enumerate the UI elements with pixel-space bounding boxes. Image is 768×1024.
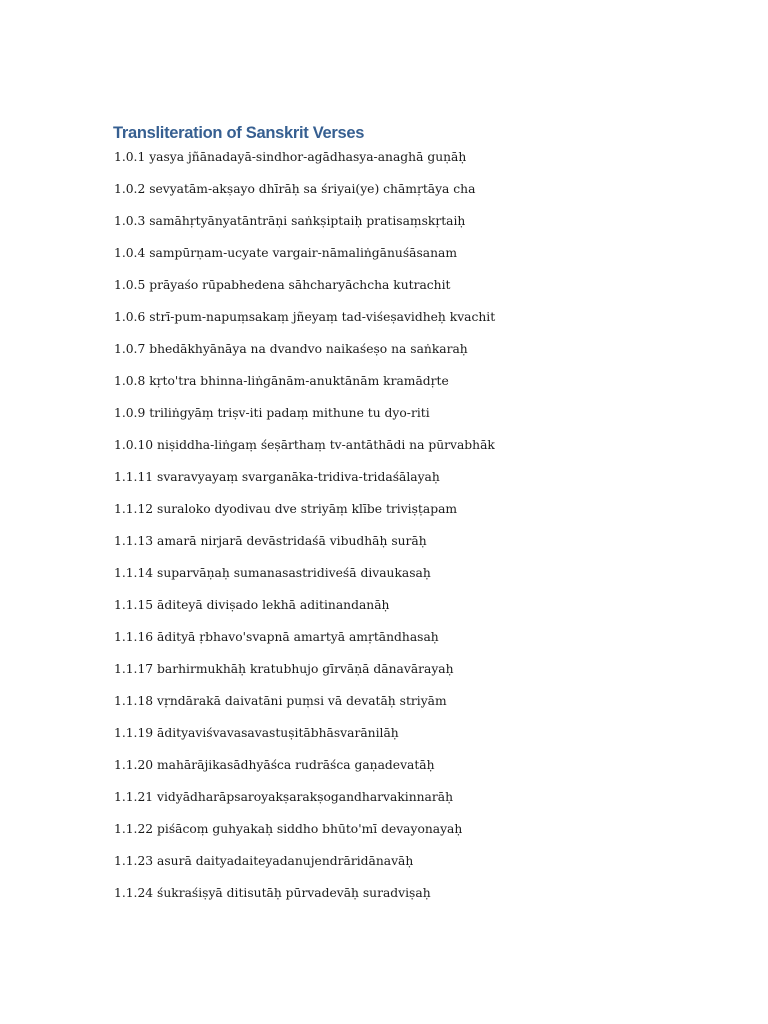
- verse-line: 1.1.17 barhirmukhāḥ kratubhujo gīrvāṇā dānavārayaḥ: [114, 662, 454, 676]
- verse-line: 1.0.3 samāhṛtyānyatāntrāṇi saṅkṣiptaiḥ pratisaṃskṛtaiḥ: [114, 214, 466, 228]
- verse-line: 1.1.13 amarā nirjarā devāstridaśā vibudhāḥ surāḥ: [114, 534, 427, 548]
- verse-line: 1.0.1 yasya jñānadayā-sindhor-agādhasya-anaghā guṇāḥ: [114, 150, 467, 164]
- verse-line: 1.1.21 vidyādharāpsaroyakṣarakṣogandharvakinnarāḥ: [114, 790, 454, 804]
- verse-line: 1.0.4 sampūrṇam-ucyate vargair-nāmaliṅgānuśāsanam: [114, 246, 458, 260]
- verse-line: 1.1.12 suraloko dyodivau dve striyāṃ klībe triviṣṭapam: [114, 502, 458, 516]
- verse-line: 1.0.7 bhedākhyānāya na dvandvo naikaśeṣo na saṅkaraḥ: [114, 342, 468, 356]
- verse-line: 1.1.15 āditeyā diviṣado lekhā aditinandanāḥ: [114, 598, 390, 612]
- verse-line: 1.0.2 sevyatām-akṣayo dhīrāḥ sa śriyai(ye) chāmṛtāya cha: [114, 182, 476, 196]
- verse-line: 1.0.6 strī-pum-napuṃsakaṃ jñeyaṃ tad-viśeṣavidheḥ kvachit: [114, 310, 496, 324]
- verse-line: 1.0.5 prāyaśo rūpabhedena sāhcharyāchcha kutrachit: [114, 278, 451, 292]
- verse-line: 1.1.19 ādityaviśvavasavastuṣitābhāsvarānilāḥ: [114, 726, 399, 740]
- verse-line: 1.1.23 asurā daityadaiteyadanujendrāridānavāḥ: [114, 854, 414, 868]
- verse-line: 1.1.18 vṛndārakā daivatāni puṃsi vā devatāḥ striyām: [114, 694, 447, 708]
- verse-line: 1.0.9 triliṅgyāṃ triṣv-iti padaṃ mithune tu dyo-riti: [114, 406, 430, 420]
- verse-line: 1.1.16 ādityā ṛbhavo'svapnā amartyā amṛtāndhasaḥ: [114, 630, 439, 644]
- verse-line: 1.1.22 piśācoṃ guhyakaḥ siddho bhūto'mī devayonayaḥ: [114, 822, 463, 836]
- verse-line: 1.1.14 suparvāṇaḥ sumanasastridiveśā divaukasaḥ: [114, 566, 431, 580]
- verse-line: 1.0.10 niṣiddha-liṅgaṃ śeṣārthaṃ tv-antāthādi na pūrvabhāk: [114, 438, 495, 452]
- verse-line: 1.1.20 mahārājikasādhyāśca rudrāśca gaṇadevatāḥ: [114, 758, 435, 772]
- verse-line: 1.1.11 svaravyayaṃ svarganāka-tridiva-tridaśālayaḥ: [114, 470, 440, 484]
- verse-line: 1.1.24 śukraśiṣyā ditisutāḥ pūrvadevāḥ suradviṣaḥ: [114, 886, 431, 900]
- verse-list: [114, 146, 495, 914]
- document-title: Transliteration of Sanskrit Verses: [113, 124, 365, 142]
- verse-line: 1.0.8 kṛto'tra bhinna-liṅgānām-anuktānām kramādṛte: [114, 374, 449, 388]
